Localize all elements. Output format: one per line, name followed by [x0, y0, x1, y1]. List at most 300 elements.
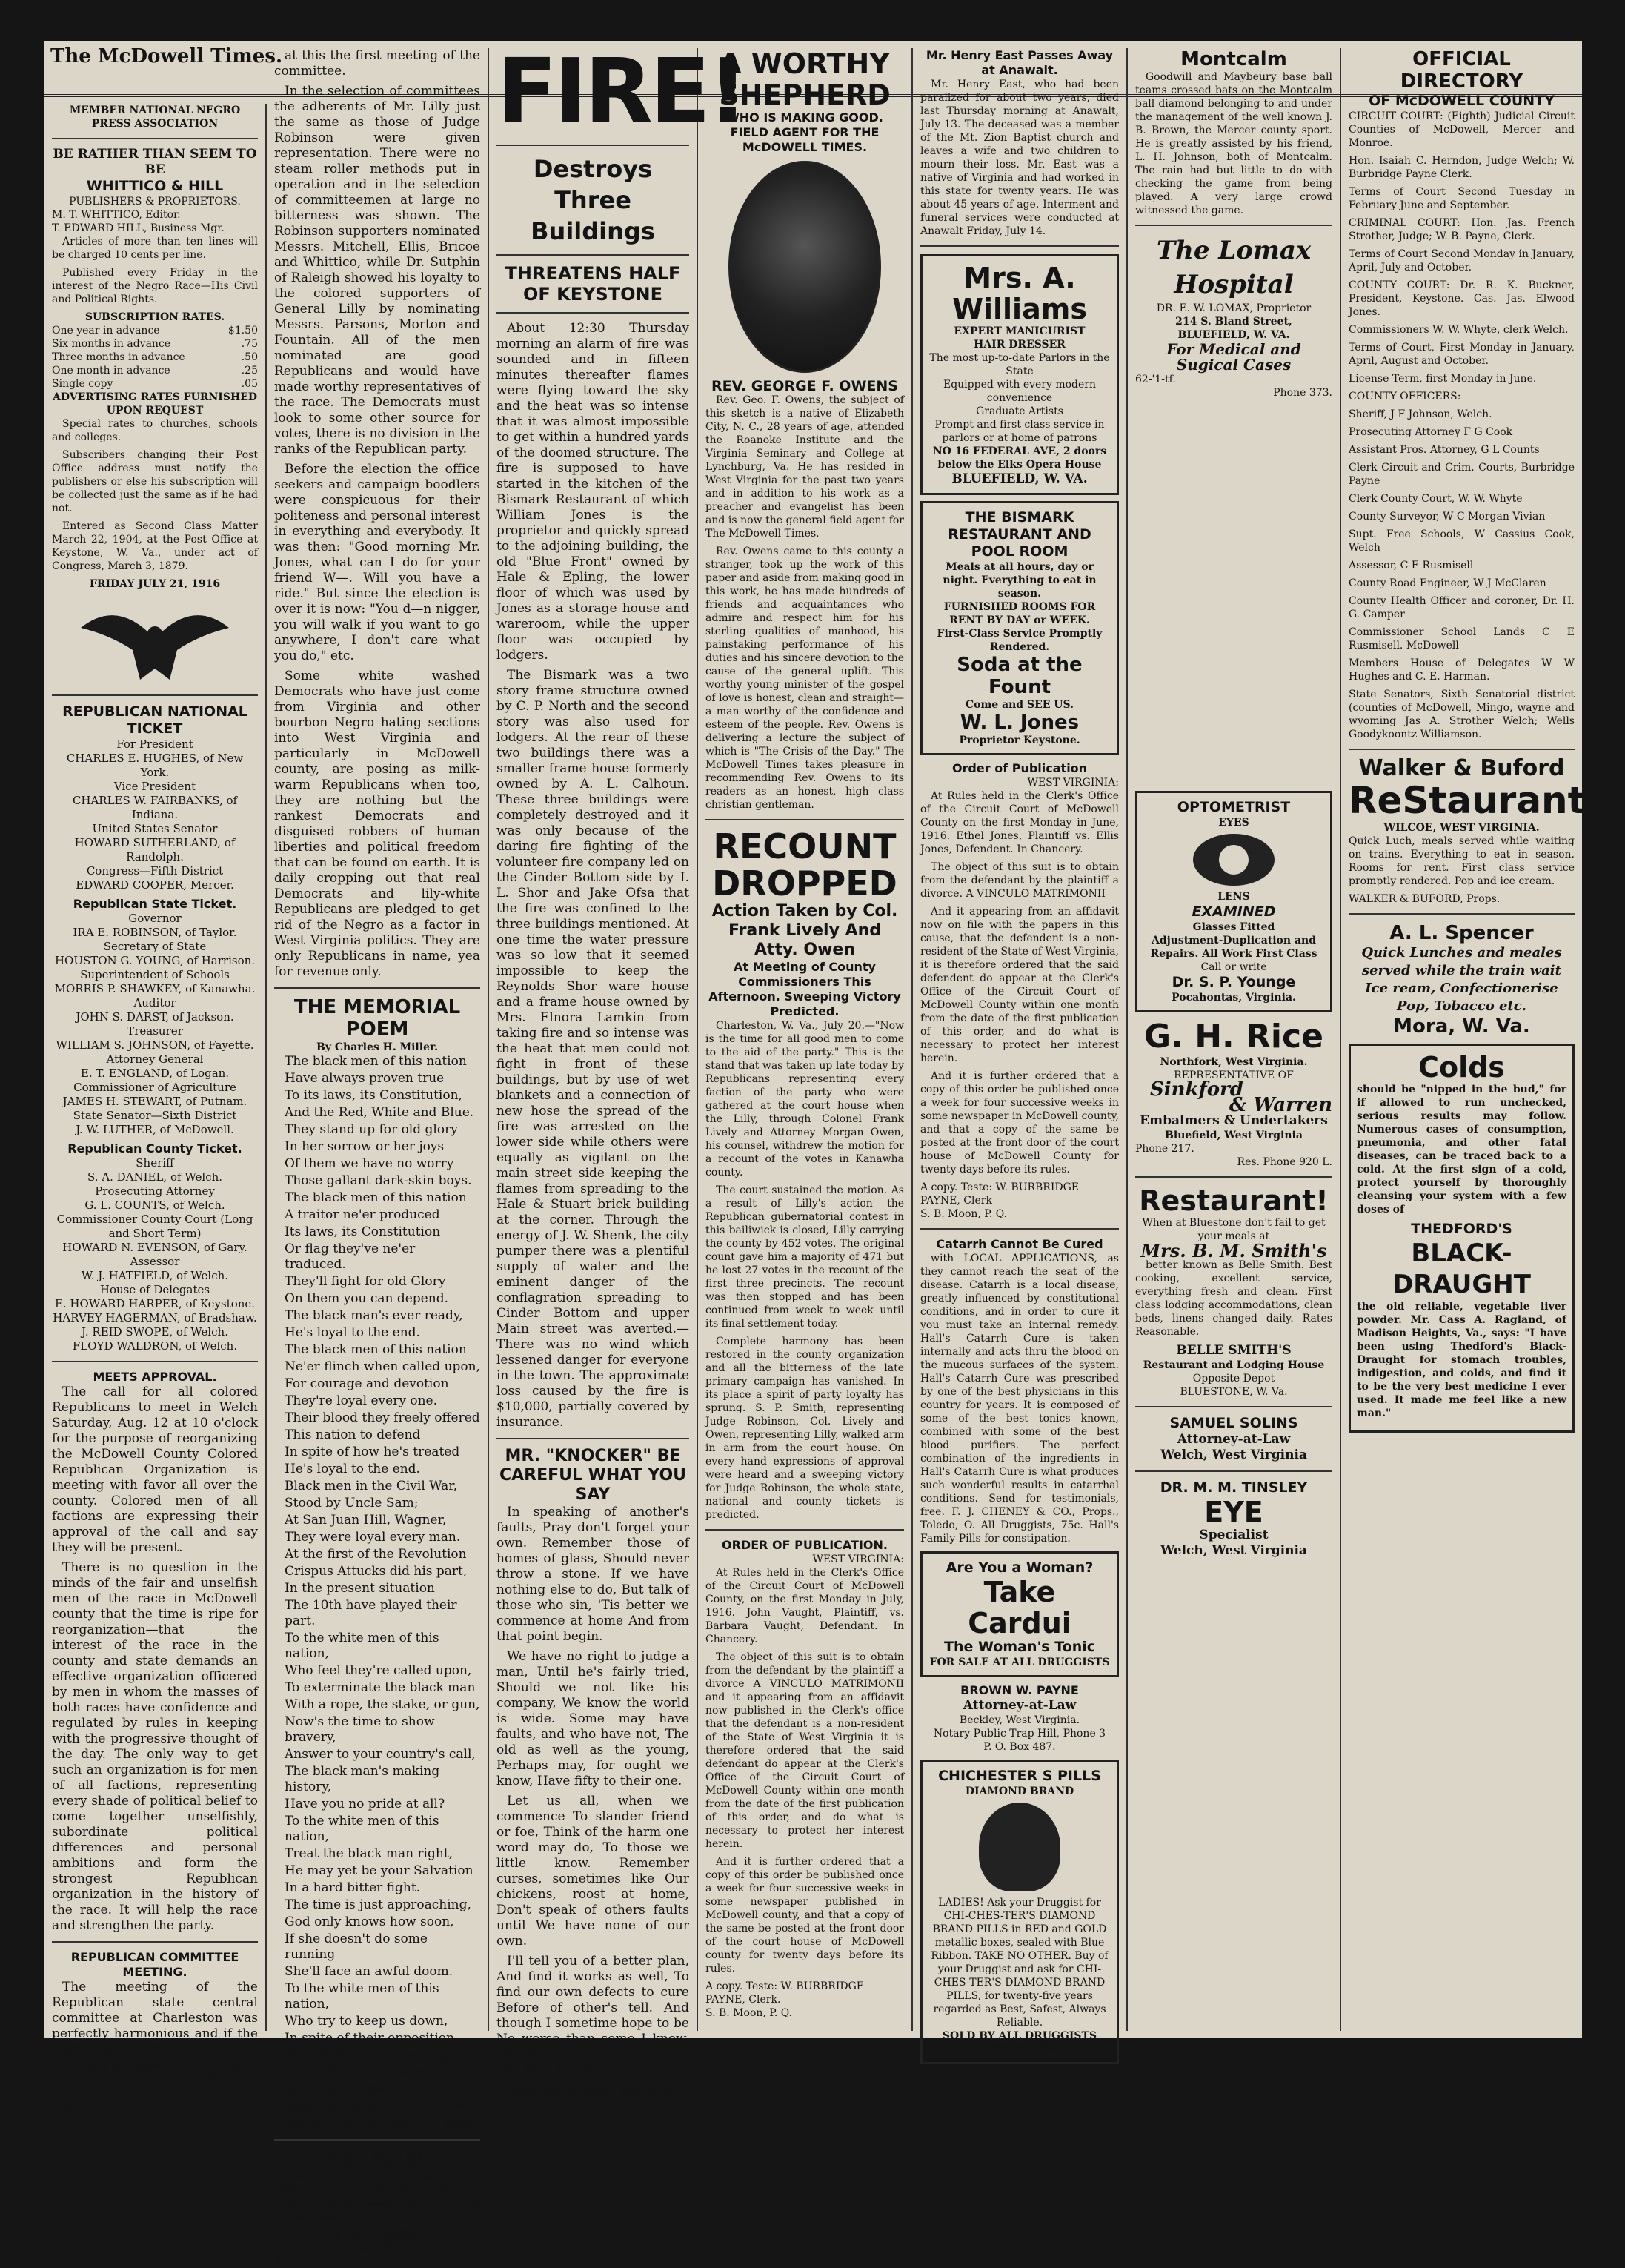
column-4	[698, 48, 913, 2031]
catarrh-body: with LOCAL APPLICATIONS, as they cannot reach the seat of the disease. Catarrh is a local disease, greatly influenced by constitutional conditions, and in order to cure it you must take an internal remedy. Hall's Catarrh Cure is taken internally and acts thru the blood on the mucous surfaces of the system. Hall's Catarrh Cure was prescribed by one of the best physicians in this country for years. It is composed of some of the best tonics known, combined with some of the best blood purifiers. The perfect combination of the ingredients in Hall's Catarrh Cure is what produces such wonderful results in catarrhal conditions. Send for testimonials, free. F. J. CHENEY & CO., Props., Toledo, O. All Druggists, 75c. Hall's Family Pills for constipation.	[920, 1253, 1119, 1545]
directory-item: Commissioners W. W. Whyte, clerk Welch.	[1349, 324, 1569, 336]
for-sale-body: One lot, No. 92, in Pinnacle City, Wyoming county, W. Va. A bargain offered; terms reasonable. Write or call and see	[274, 2171, 480, 2223]
directory-item: Members House of Delegates W W Hughes and C. E. Harman.	[1349, 657, 1575, 683]
poem-line: Those gallant dark-skin boys.	[285, 1173, 472, 1188]
opt-line1: Glasses Fitted	[1192, 921, 1275, 933]
order-p1: At Rules held in the Clerk's Office of the Circuit Court of McDowell County, on the first Monday in July, 1916. John Vaught, Plaintiff, vs. Barbara Vaught, Defendant. In Chancery.	[705, 1567, 904, 1645]
tinsley-spec: Specialist	[1199, 1528, 1269, 1542]
poem-line: In spite of how he's treated	[285, 1445, 460, 1459]
special-rates: Special rates to churches, schools and colleges.	[52, 418, 258, 443]
rest-belle: BELLE SMITH'S	[1176, 1343, 1292, 1358]
ticket-line: E. HOWARD HARPER, of Keystone.	[54, 1297, 256, 1310]
poem-line: They were loyal every man.	[285, 1530, 461, 1545]
poem-line: Have always proven true	[285, 1071, 445, 1086]
state-ticket-head: Republican State Ticket.	[73, 897, 237, 911]
cardui-tonic: The Woman's Tonic	[944, 1639, 1095, 1655]
portrait-caption: REV. GEORGE F. OWENS	[711, 378, 898, 394]
opt-examined: EXAMINED	[1192, 903, 1276, 920]
rate-row	[52, 364, 258, 377]
divider	[705, 1529, 904, 1531]
payne-addr2: Notary Public Trap Hill, Phone 3	[933, 1728, 1106, 1740]
directory-item: Prosecuting Attorney F G Cook	[1349, 426, 1513, 438]
spencer-city: Mora, W. Va.	[1393, 1015, 1530, 1038]
ticket-line: Congress—Fifth District	[86, 864, 224, 878]
owens-portrait	[728, 161, 881, 373]
rest-body: better known as Belle Smith. Best cooking, excellent service, everything fresh and clean. First class lodging accommodations, clean beds, linens changed daily. Rates Reasonable.	[1135, 1259, 1332, 1338]
divider	[1135, 1470, 1332, 1472]
ticket-line: J. REID SWOPE, of Welch.	[82, 1325, 228, 1339]
poem-line: In spite of their opposition,	[285, 2031, 459, 2046]
divider	[920, 245, 1119, 247]
poem-line: This nation to defend	[285, 1428, 421, 1442]
rate-label: One month in advance	[52, 365, 170, 377]
ticket-line: IRA E. ROBINSON, of Taylor.	[73, 926, 237, 939]
ticket-line: EDWARD COOPER, Mercer.	[76, 878, 234, 892]
entered-note: Entered as Second Class Matter March 22, 1904, at the Post Office at Keystone, W. Va., under act of Congress, March 3, 1879.	[52, 520, 258, 572]
ticket-line: HOWARD N. EVENSON, of Gary.	[62, 1241, 247, 1254]
knocker-p3: Let us all, when we commence To slander friend or foe, Think of the harm one word may do, To those we little know. Remember curses, sometimes like Our chickens, roost at home, Don't speak of others faults until We have none of our own.	[496, 1794, 689, 1949]
knocker-p1: In speaking of another's faults, Pray don't forget your own. Remember those of homes of glass, Should never throw a stone. If we have nothing else to do, But talk of those who sin, 'Tis better we commence at home And from that point begin.	[496, 1505, 689, 1644]
rate-row	[52, 337, 258, 351]
lomax-name: The Lomax Hospital	[1156, 236, 1312, 299]
solins-title: Attorney-at-Law	[1177, 1432, 1291, 1447]
divider	[52, 1361, 258, 1362]
order2-sbm: S. B. Moon, P. Q.	[920, 1208, 1008, 1220]
committee-head: REPUBLICAN COMMITTEE MEETING.	[70, 1950, 239, 1979]
rice-name: G. H. Rice	[1144, 1018, 1323, 1055]
poem-line: Treat the black man right,	[285, 1846, 453, 1861]
rest-sub: Restaurant and Lodging House	[1143, 1359, 1325, 1371]
recount-p1: Charleston, W. Va., July 20.—"Now is the time for all good men to come to the aid of the party." This is the stand that was taken up late today by Republicans representing every faction of the party who were gathered at the court house when the Lilly, through Colonel Frank Lively and Attorney Morgan Owen, his counsel, withdrew the motion for a recount of the votes in Kanawha county.	[705, 1020, 904, 1178]
committee-body: The meeting of the Republican state central committee at Charleston was perfectly harmonious and if the Democratic party hopes to gain anything because of divisions in the ranks of the G. O. P. there was certainly no evidence of bitterness or strife	[52, 1980, 258, 2119]
publishers: WHITTICO & HILL	[86, 178, 224, 194]
bd-body: the old reliable, vegetable liver powder. Mr. Cass A. Ragland, of Madison Heights, Va., says: "I have been using Thedford's Black-Draught for stomach troubles, indigestion, and colds, and find it to be the very best medicine I ever used. It made me feel like a new man."	[1357, 1301, 1566, 1419]
cardui-take: Take	[983, 1576, 1056, 1608]
rice-city2: Bluefield, West Virginia	[1165, 1130, 1303, 1141]
directory-item: Commissioner School Lands C E Rusmisell. McDowell	[1349, 626, 1575, 651]
divider	[1349, 749, 1575, 750]
rates-head: SUBSCRIPTION RATES.	[84, 311, 225, 323]
restaurant-head: Restaurant!	[1139, 1184, 1329, 1217]
poem-line: The black man's pressing on.	[285, 2048, 471, 2063]
cardui-sale: FOR SALE AT ALL DRUGGISTS	[929, 1657, 1110, 1668]
column-6	[1128, 48, 1341, 2031]
knocker-p4: I'll tell you of a better plan, And find it works as well, To find our own defects to cure Before of other's tell. And though I sometime hope to be No worse than some I know, My shortcomings bid me let The falts of others go.	[496, 1954, 689, 2078]
poem-line: Crispus Attucks did his part,	[285, 1564, 468, 1579]
ticket-line: WILLIAM S. JOHNSON, of Fayette.	[56, 1038, 254, 1052]
poem-line: At San Juan Hill, Wagner,	[285, 1513, 447, 1528]
poem-line: The black man's ever ready,	[285, 1308, 463, 1323]
rate-price: .75	[241, 338, 258, 350]
lomax-addr: 214 S. Bland Street,	[1175, 316, 1292, 328]
chichester-body: LADIES! Ask your Druggist for CHI-CHES-TER'S DIAMOND BRAND PILLS in RED and GOLD metallic boxes, sealed with Blue Ribbon. TAKE NO OTHER. Buy of your Druggist and ask for CHI-CHES-TER'S DIAMOND BRAND PILLS, for twenty-five years regarded as Best, Safest, Always Reliable.	[931, 1897, 1109, 2029]
opt-head: OPTOMETRIST	[1177, 799, 1291, 815]
ticket-line: Vice President	[113, 780, 196, 793]
williams-name: Mrs. A. Williams	[952, 262, 1087, 325]
tinsley-name: DR. M. M. TINSLEY	[1160, 1479, 1308, 1496]
column-3	[489, 41, 745, 2098]
spencer-name: A. L. Spencer	[1389, 922, 1534, 944]
rate-price: $1.50	[227, 325, 258, 336]
montcalm-head: Montcalm	[1180, 48, 1287, 70]
divider	[496, 1438, 689, 1439]
order-state: WEST VIRGINIA:	[812, 1554, 904, 1565]
rice-phone2: Res. Phone 920 L.	[1237, 1156, 1332, 1168]
ticket-line: JAMES H. STEWART, of Putnam.	[62, 1095, 247, 1108]
poem-line: He may yet be your Salvation	[285, 1863, 473, 1878]
order2-p2: The object of this suit is to obtain from the defendant by the plaintiff a divorce. A VINCULO MATRIMONII	[920, 861, 1119, 900]
column-1	[44, 104, 267, 2119]
fire-sub2: THREATENS HALF OF KEYSTONE	[505, 263, 681, 305]
for-sale-head: For Sale!	[328, 2148, 426, 2170]
poem-line: Of them we have no worry	[285, 1156, 454, 1171]
poem-line: To the white men of this nation,	[285, 1981, 439, 2012]
opt-city: Pocahontas, Virginia.	[1172, 992, 1296, 1004]
rice-line: Embalmers & Undertakers	[1140, 1113, 1328, 1128]
thedford: THEDFORD'S	[1411, 1221, 1512, 1237]
bismark-line2: FURNISHED ROOMS FOR RENT BY DAY or WEEK.	[943, 601, 1096, 626]
ticket-line: Auditor	[133, 996, 176, 1009]
committee-cont-p2: In the selection of committees the adherents of Mr. Lilly just the same as those of Judge Robinson were given representation. There were no steam roller methods put in operation and in the selection of committeemen at large no bitterness was shown. The Robinson supporters nominated Messrs. Mitchell, Ellis, Bricoe and Whittico, while Dr. Sutphin of Raleigh showed his loyalty to the colored supporters of General Lilly by nominating Messrs. Parsons, Morton and Fountain. All of the men nominated are good Republicans and would have made worthy representatives of the race. The Democrats must look to some other source for votes, there is no division in the ranks of the Republican party.	[274, 84, 480, 457]
poem-line: Answer to your country's call,	[285, 1747, 476, 1762]
poem-line: When our rights are flaunted	[285, 2099, 471, 2114]
williams-ad	[920, 254, 1119, 495]
poem-line: The black men of this nation	[285, 1342, 467, 1357]
order2-p1: At Rules held in the Clerk's Office of the Circuit Court of McDowell County on the first Monday in June, 1916. Ethel Jones, Plaintiff vs. Ellis Jones, Defendent. In Chancery.	[920, 790, 1119, 855]
ticket-line: Governor	[128, 912, 182, 925]
poem-line: Who try to keep us down,	[285, 2014, 448, 2029]
walker-head2: ReStaurant	[1349, 779, 1586, 822]
payne-addr3: P. O. Box 487.	[983, 1741, 1056, 1753]
press-association: MEMBER NATIONAL NEGRO PRESS ASSOCIATION	[69, 105, 241, 130]
opt-lens: LENS	[1217, 891, 1250, 903]
editor: M. T. WHITTICO, Editor.	[52, 209, 181, 221]
bismark-prop: Proprietor Keystone.	[959, 735, 1080, 746]
rate-row	[52, 351, 258, 364]
directory-item: County Surveyor, W C Morgan Vivian	[1349, 511, 1546, 523]
shepherd-p2: Rev. Owens came to this county a stranger, took up the work of this paper and aside from making good in this work, he has made hundreds of friends and acquaintances who admire and respect him for his sterling qualities of manhood, his painstaking performance of his duties and his sincere devotion to the cause of the general uplift. This worthy young minister of the gospel of love is honest, clean and straight—a man worthy of the confidence and esteem of the people. Rev. Owens is delivering a lecture the subject of which is "The Crisis of the Day." The McDowell Times takes pleasure in recommending Rev. Owens to its readers as an honest, high class christian gentleman.	[705, 546, 904, 811]
payne-name: BROWN W. PAYNE	[960, 1683, 1079, 1697]
black-draught: BLACK-DRAUGHT	[1392, 1239, 1531, 1299]
montcalm-body: Goodwill and Maybeury base ball teams crossed bats on the Montcalm ball diamond belonging to and under the management of the well known J. B. Brown, the Mercer county sport. He is greatly assisted by his friend, L. H. Johnson, both of Montcalm. The rain had but little to do with checking the game from being played. A very large crowd witnessed the game.	[1135, 71, 1332, 216]
ticket-line: Prosecuting Attorney	[95, 1184, 215, 1198]
order2-state: WEST VIRGINIA:	[1027, 777, 1119, 789]
order-sbm: S. B. Moon, P. Q.	[705, 2007, 793, 2019]
rate-row	[52, 377, 258, 391]
rest-line1: When at Bluestone don't fail to get your meals at	[1142, 1217, 1326, 1242]
williams-right: HAIR DRESSER	[974, 339, 1066, 351]
directory-item: COUNTY COURT: Dr. R. K. Buckner, President, Keystone. Cas. Jas. Elwood Jones.	[1349, 279, 1575, 318]
directory-item: County Health Officer and coroner, Dr. H. G. Camper	[1349, 595, 1575, 620]
recount-head: RECOUNT DROPPED	[712, 826, 897, 903]
rest-city: BLUESTONE, W. Va.	[1180, 1386, 1288, 1398]
articles-note: Articles of more than ten lines will be charged 10 cents per line.	[52, 236, 258, 261]
opt-line3: Call or write	[1200, 961, 1267, 973]
poem-line: At the first of the Revolution	[285, 1547, 467, 1562]
poem-line: To the white men of this nation,	[285, 1631, 439, 1661]
poem-line: She'll face an awful doom.	[285, 1964, 453, 1979]
bismark-owner: W. L. Jones	[960, 712, 1080, 734]
memorial-poem	[274, 1054, 480, 2132]
ticket-line: Treasurer	[127, 1024, 183, 1038]
divider	[52, 1941, 258, 1943]
for-sale-sign: J. W. WALKER,	[335, 2229, 419, 2241]
poem-line: A traitor ne'er produced	[285, 1207, 440, 1222]
directory-item: CRIMINAL COURT: Hon. Jas. French Strother, Judge; W. B. Payne, Clerk.	[1349, 217, 1575, 242]
rice-firm2: & Warren	[1229, 1094, 1332, 1116]
meets-approval-head: MEETS APPROVAL.	[93, 1370, 217, 1384]
order-p2: The object of this suit is to obtain from the defendant by the plaintiff a divorce A VINCULO MATRIMONII and it appearing from an affidavit now published in the Clerk's office that the defendant is a non-resident of the State of West Virginia it is therefore ordered that the said defendant do appear at the Clerk's Office of the Circuit Court of McDowell County within one month from the date of the first publication of this order, and do what is necessary to protect her interest herein.	[705, 1651, 904, 1850]
lomax-prop: DR. E. W. LOMAX, Proprietor	[1156, 302, 1312, 314]
poem-byline: By Charles H. Miller.	[316, 1041, 438, 1053]
ticket-line: CHARLES E. HUGHES, of New York.	[66, 752, 244, 779]
bismark-come: Come and SEE US.	[965, 699, 1074, 711]
chichester-ad	[920, 1760, 1119, 2064]
chichester-brand: DIAMOND BRAND	[965, 1785, 1074, 1797]
poem-line: To the white men of this nation,	[285, 1814, 439, 1844]
shepherd-p1: Rev. Geo. F. Owens, the subject of this sketch is a native of Elizabeth City, N. C., 28 years of age, attended the Roanoke Institute and the Virginia Seminary and College at Lynchburg, Va. He has resided in West Virginia for the past two years and in addition to his work as a preacher and evangelist has been and is now the general field agent for The McDowell Times.	[705, 394, 904, 540]
order-sign: A copy. Teste: W. BURBRIDGE PAYNE, Clerk.	[705, 1980, 864, 2006]
meets-approval-p2: There is no question in the minds of the fair and unselfish men of the race in McDowell county that the time is ripe for reorganization—that the interest of the race in the county and state demands an effective organization officered by men in whom the masses of both races have confidence and regulated by rules in keeping with the progressive thought of the day. The only way to get such an organization is for men of all factions, representing every shade of political belief to come together unselfishly, subordinate political differences and personal ambitions and form the strongest Republican organization in the history of the race. It will help the race and strengthen the party.	[52, 1560, 258, 1933]
poem-line: He's loyal to the end.	[285, 1462, 420, 1476]
poem-line: To exterminate the black man	[285, 1680, 476, 1695]
fire-sub1: Destroys Three Buildings	[531, 155, 655, 245]
east-head: Mr. Henry East Passes Away at Anawalt.	[926, 48, 1114, 77]
poem-line: As those of other men,	[285, 2082, 429, 2097]
williams-line5: NO 16 FEDERAL AVE, 2 doors below the Elks Opera House	[932, 445, 1107, 471]
rate-price: .25	[241, 365, 258, 377]
ticket-line: S. A. DANIEL, of Welch.	[87, 1170, 223, 1184]
poem-line: Now's the time to show bravery,	[285, 1714, 435, 1745]
williams-line1: The most up-to-date Parlors in the State	[929, 352, 1110, 377]
directory-item: Supt. Free Schools, W Cassius Cook, Welch	[1349, 528, 1575, 554]
chichester-head: CHICHESTER S PILLS	[938, 1768, 1101, 1784]
state-ticket	[52, 912, 258, 1137]
ticket-line: CHARLES W. FAIRBANKS, of Indiana.	[72, 794, 238, 821]
newspaper-page	[44, 41, 1586, 2267]
directory-item: Terms of Court, First Monday in January, April, August and October.	[1349, 342, 1575, 367]
knocker-p2: We have no right to judge a man, Until he's fairly tried, Should we not like his company, We know the world is wide. Some may have faults, and who have not, The old as well as the young, Perhaps may, for ought we know, Have fifty to their one.	[496, 1649, 689, 1788]
rate-row	[52, 324, 258, 337]
directory-item: Hon. Isaiah C. Herndon, Judge Welch; W. Burbridge Payne Clerk.	[1349, 155, 1575, 180]
masthead-title: The McDowell Times.	[50, 45, 283, 67]
chichester-foot: SOLD BY ALL DRUGGISTS EVERYWHERE	[942, 2030, 1097, 2055]
motto: BE RATHER THAN SEEM TO BE	[53, 147, 257, 177]
ticket-line: State Senator—Sixth District	[73, 1109, 237, 1122]
committee-cont-p4: Some white washed Democrats who have just come from Virginia and other bourbon Negro hating sections into West Virginia and particularly in McDowell county, are posing as milk-warm Republicans when too, they are nothing but the rankest Democrats and disguised robbers of human liberties and political freedom that can be found on earth. It is daily cropping out that real Democrats and lily-white Republicans are pledged to get rid of the Negro as a factor in West Virginia politics. They are only Republicans in name, yea for revenue only.	[274, 669, 480, 979]
walker-city: WILCOE, WEST VIRGINIA.	[1383, 822, 1540, 834]
ticket-line: Commissioner of Agriculture	[73, 1081, 236, 1094]
rice-rep: REPRESENTATIVE OF	[1174, 1070, 1294, 1081]
walker-body: Quick Luch, meals served while waiting on trains. Everything to eat in season. Rooms for rent. First class service promptly rendered. Pop and ice cream.	[1349, 835, 1575, 887]
ticket-line: HARVEY HAGERMAN, of Bradshaw.	[53, 1311, 257, 1324]
ticket-line: Commissioner County Court (Long and Short Term)	[56, 1213, 253, 1240]
ticket-line: Superintendent of Schools	[80, 968, 230, 981]
fire-body-p2: The Bismark was a two story frame structure owned by C. P. North and the second story was also used for lodgers. At the rear of these two buildings there was a smaller frame house formerly owned by A. L. Calhoun. These three buildings were completely destroyed and it was only because of the daring fire fighting of the volunteer fire company led on the Cinder Bottom side by I. L. Shor and Jake Ofsa that the fire was confined to the three buildings mentioned. At one time the water pressure was so low that it seemed impossible to keep the Reynolds Shor ware house and a frame house owned by Mrs. Elnora Lamkin from taking fire and so intense was the heat that men could not fight in front of these buildings, but by use of wet blankets and a connection of new hose the spread of the fire was arrested on the lower side while others were equally as vigilant on the main street side keeping the flames from spreading to the Hale & Stuart brick building at the corner. Through the energy of J. W. Shenk, the city pumper there was a plentiful supply of water and the eminent danger of the conflagration spreading to Cinder Bottom and upper Main street was averted.—There was no wind which lessened danger for everyone in the town. The approximate loss caused by the fire is $10,000, partially covered by insurance.	[496, 668, 689, 1430]
bismark-line3: First-Class Service Promptly Rendered.	[937, 628, 1103, 653]
divider	[274, 2139, 480, 2141]
directory-list	[1349, 110, 1575, 741]
poem-line: For courage and devotion	[285, 1376, 449, 1391]
lomax-phone: Phone 373.	[1273, 387, 1332, 399]
poem-line: The time is just approaching,	[285, 1897, 471, 1912]
directory-item: Assessor, C E Rusmisell	[1349, 560, 1474, 571]
bismark-ad	[920, 501, 1119, 755]
rate-label: Three months in advance	[52, 351, 185, 363]
payne-addr1: Beckley, West Virginia.	[959, 1714, 1080, 1726]
order2-sign: A copy. Teste: W. BURBRIDGE PAYNE, Clerk	[920, 1181, 1079, 1207]
ticket-line: For President	[116, 737, 193, 751]
colds-ad	[1349, 1044, 1575, 1433]
poem-line: To its laws, its Constitution,	[285, 1088, 462, 1103]
meets-approval-p1: The call for all colored Republicans to meet in Welch Saturday, Aug. 12 at 10 o'clock for the purpose of reorganizing the McDowell County Colored Republican Organization is meeting with favor all over the county. Colored men of all factions are expressing their approval of the call and say they will be present.	[52, 1385, 258, 1555]
poem-line: With a rope, the stake, or gun,	[285, 1697, 480, 1712]
ticket-line: Assessor	[130, 1255, 180, 1268]
footer-slogan: Service is what we give.	[509, 2083, 677, 2098]
directory-item: Assistant Pros. Attorney, G L Counts	[1349, 444, 1540, 456]
poem-line: Or flag they've ne'er traduced.	[285, 1241, 416, 1272]
order2-head: Order of Publication	[951, 761, 1088, 775]
divider	[52, 138, 258, 139]
issue-date: FRIDAY JULY 21, 1916	[89, 578, 221, 590]
shepherd-head: A WORTHY SHEPHERD	[719, 47, 891, 111]
cardui-name: Cardui	[968, 1607, 1071, 1639]
ticket-line: E. T. ENGLAND, of Logan.	[80, 1067, 230, 1080]
eagle-icon	[73, 598, 236, 687]
rate-price: .50	[241, 351, 258, 363]
divider	[1135, 1176, 1332, 1178]
poem-line: He's loyal to the end.	[285, 1325, 420, 1340]
directory-item: License Term, first Monday in June.	[1349, 373, 1537, 385]
column-7	[1341, 48, 1586, 2031]
poem-line: The 10th have played their part.	[285, 1598, 457, 1628]
williams-line2: Equipped with every modern convenience	[943, 379, 1097, 404]
divider	[496, 312, 689, 314]
directory-item: State Senators, Sixth Senatorial district (counties of McDowell, Mingo, wayne and wyoming Jas A. Strother Welch; Wells Goodykoontz Williamson.	[1349, 689, 1575, 740]
rice-city: Northfork, West Virginia.	[1160, 1056, 1308, 1068]
ticket-line: House of Delegates	[99, 1283, 210, 1296]
subscribers-note: Subscribers changing their Post Office address must notify the publishers or else his subscription will be collected just the same as if he had not.	[52, 449, 258, 514]
colds-head: Colds	[1418, 1051, 1505, 1084]
committee-cont-p1: at this the first meeting of the committee.	[274, 48, 480, 79]
poem-line: The black man's making history,	[285, 1764, 440, 1794]
recount-sub: Action Taken by Col. Frank Lively And Atty. Owen	[711, 902, 898, 959]
bismark-head: THE BISMARK RESTAURANT AND POOL ROOM	[948, 509, 1091, 560]
poem-line: In a hard bitter fight.	[285, 1880, 421, 1895]
divider	[274, 987, 480, 989]
williams-line6: BLUEFIELD, W. VA.	[951, 471, 1088, 486]
rate-price: .05	[241, 378, 258, 390]
poem-line: If she doesn't do some running	[285, 1932, 428, 1962]
poem-line: Stood by Uncle Sam;	[285, 1496, 419, 1511]
divider	[496, 145, 689, 146]
ticket-line: Attorney General	[106, 1052, 204, 1066]
committee-cont-p3: Before the election the office seekers and campaign boodlers were conspicuous for their politeness and personal interest in everything and everybody. It was then: "Good morning Mr. Jones, what can I do for your friend W—. Will you have a ride." But since the election is over it is now: "You d—n nigger, you will walk if you want to go anywhere, I don't care what you do," etc.	[274, 462, 480, 663]
poem-line: Who feel they're called upon,	[285, 1663, 472, 1678]
eye-icon	[1193, 834, 1275, 886]
lady-portrait-icon	[979, 1803, 1060, 1891]
rest-opp: Opposite Depot	[1192, 1373, 1275, 1385]
rice-phone1: Phone 217.	[1135, 1143, 1194, 1155]
order2-p3: And it appearing from an affidavit now on file with the papers in this cause, that the defendent is a non-resident of the State of West Virginia, it is therefore ordered that the said defendent do appear at the Clerk's Office of the Circuit Court of McDowell County within one month from the date of the first publication of this order, and do what is necessary to protect her interest herein.	[920, 906, 1119, 1064]
for-sale-box: Box 462. 6-23-'16—6.	[274, 2255, 387, 2267]
fire-headline: FIRE!	[496, 41, 745, 144]
knocker-head: MR. "KNOCKER" BE CAREFUL WHAT YOU SAY	[499, 1447, 687, 1504]
divider	[920, 1228, 1119, 1230]
rest-name: Mrs. B. M. Smith's	[1140, 1240, 1327, 1261]
divider	[52, 694, 258, 696]
directory-item: Clerk County Court, W. W. Whyte	[1349, 493, 1523, 505]
poem-line: And the Red, White and Blue.	[285, 1105, 474, 1120]
rates-table	[52, 324, 258, 391]
ticket-line: JOHN S. DARST, of Jackson.	[76, 1010, 234, 1024]
county-ticket-head: Republican County Ticket.	[67, 1141, 242, 1155]
williams-line4: Prompt and first class service in parlors or at home of patrons	[934, 419, 1105, 444]
walker-head1: Walker & Buford	[1358, 755, 1565, 781]
poem-line: Our rights are as sacred	[285, 2065, 441, 2080]
national-ticket	[52, 737, 258, 892]
ticket-line: J. W. LUTHER, of McDowell.	[76, 1123, 234, 1136]
divider	[1135, 1406, 1332, 1407]
ticket-line: Sheriff	[136, 1156, 174, 1170]
recount-p3: Complete harmony has been restored in the county organization and all the bitterness of the late primary campaign has vanished. In its place a spirit of party loyalty has sprung. S. P. Smith, representing Judge Robinson, Col. Lively and Owen, representing Lilly, walked arm in arm from the court house. On every hand expressions of approval were heard and a sweeping victory for Judge Robinson, the whole state, national and county tickets is predicted.	[705, 1336, 904, 1521]
directory-item: Sheriff, J F Johnson, Welch.	[1349, 408, 1492, 420]
directory-item: CIRCUIT COURT: (Eighth) Judicial Circuit Counties of McDowell, Mercer and Monroe.	[1349, 110, 1575, 149]
directory-head1: OFFICIAL DIRECTORY	[1400, 48, 1523, 93]
poem-line: The black men of this nation	[285, 1054, 467, 1069]
ticket-line: G. L. COUNTS, of Welch.	[84, 1198, 225, 1212]
directory-item: COUNTY OFFICERS:	[1349, 391, 1461, 402]
national-ticket-head: REPUBLICAN NATIONAL TICKET	[62, 703, 247, 737]
divider	[496, 254, 689, 256]
column-5	[913, 48, 1128, 2055]
poem-line: They stand up for old glory	[285, 1122, 458, 1137]
poem-line: They'll fight for old Glory	[285, 1274, 446, 1289]
williams-line3: Graduate Artists	[976, 405, 1063, 417]
poem-line: Its laws, its Constitution	[285, 1224, 441, 1239]
recount-p2: The court sustained the motion. As a result of Lilly's action the Republican gubernatorial contest in this bailiwick is closed, Lilly carrying the county by 452 votes. The original count gave him a majority of 471 but he lost 27 votes in the recount of the first three precincts. The recount was then stopped and has been continued from week to week until its final settlement today.	[705, 1184, 904, 1330]
fire-body-p1: About 12:30 Thursday morning an alarm of fire was sounded and in fifteen minutes thereafter flames were flying toward the sky and the heat was so intense that it was almost impossible to get within a hundred yards of the doomed structure. The fire is supposed to have started in the kitchen of the Bismark Restaurant of which William Jones is the proprietor and quickly spread to the adjoining building, the old "Blue Front" owned by Hale & Epling, the lower floor of which was used by Jones as a storage house and wareroom, while the upper floor was occupied by lodgers.	[496, 321, 689, 663]
poem-line: God only knows how soon,	[285, 1914, 454, 1929]
walker-props: WALKER & BUFORD, Props.	[1349, 893, 1501, 905]
poem-line: The black men of this nation	[285, 1190, 467, 1205]
poem-line: They're loyal every one.	[285, 1393, 437, 1408]
published-note: Published every Friday in the interest of the Negro Race—His Civil and Political Rights.	[52, 267, 258, 305]
ticket-line: HOWARD SUTHERLAND, of Randolph.	[74, 836, 236, 863]
opt-line2: Adjustment-Duplication and Repairs. All Work First Class	[1150, 935, 1317, 960]
poem-head: THE MEMORIAL POEM	[293, 996, 461, 1041]
ticket-line: W. J. HATFIELD, of Welch.	[81, 1269, 229, 1282]
east-body: Mr. Henry East, who had been paralized for about two years, died last Thursday morning at Anawalt, July 13. The deceased was a member of the Mt. Zion Baptist church and leaves a wife and two children to mourn their loss. Mr. East was a native of Virginia and had worked in this state for twenty years. He was about 45 years of age. Interment and funeral services were conducted at Anawalt Friday, July 14.	[920, 79, 1119, 237]
for-sale-addr: Kimball, W. Va.	[338, 2242, 416, 2254]
lomax-code: 62-'1-tf.	[1135, 374, 1176, 385]
shepherd-sub: WHO IS MAKING GOOD. FIELD AGENT FOR THE McDOWELL TIMES.	[726, 110, 883, 154]
opt-doc: Dr. S. P. Younge	[1172, 974, 1296, 990]
poem-line: Ne'er flinch when called upon,	[285, 1359, 481, 1374]
spencer-body: Quick Lunches and meales served while the train wait Ice ream, Confectionerise Pop, Tobacco etc.	[1361, 945, 1562, 1014]
poem-line: On them you can depend.	[285, 1291, 448, 1306]
order2-p4: And it is further ordered that a copy of this order be published once a week for four successive weeks in some newspaper in McDowell county, and that a copy of the same be posted at the front door of the court house of McDowell County for twenty days before its rules.	[920, 1070, 1119, 1176]
ticket-line: United States Senator	[92, 822, 218, 835]
rate-label: One year in advance	[52, 325, 160, 336]
county-ticket	[52, 1156, 258, 1353]
poem-line: In the present situation	[285, 1581, 435, 1596]
rate-label: Six months in advance	[52, 338, 171, 350]
poem-line: You're playing with your own	[285, 2116, 471, 2131]
tinsley-eye: EYE	[1204, 1496, 1263, 1528]
divider	[1349, 913, 1575, 915]
bismark-line1: Meals at all hours, day or night. Everything to eat in season.	[943, 561, 1097, 600]
